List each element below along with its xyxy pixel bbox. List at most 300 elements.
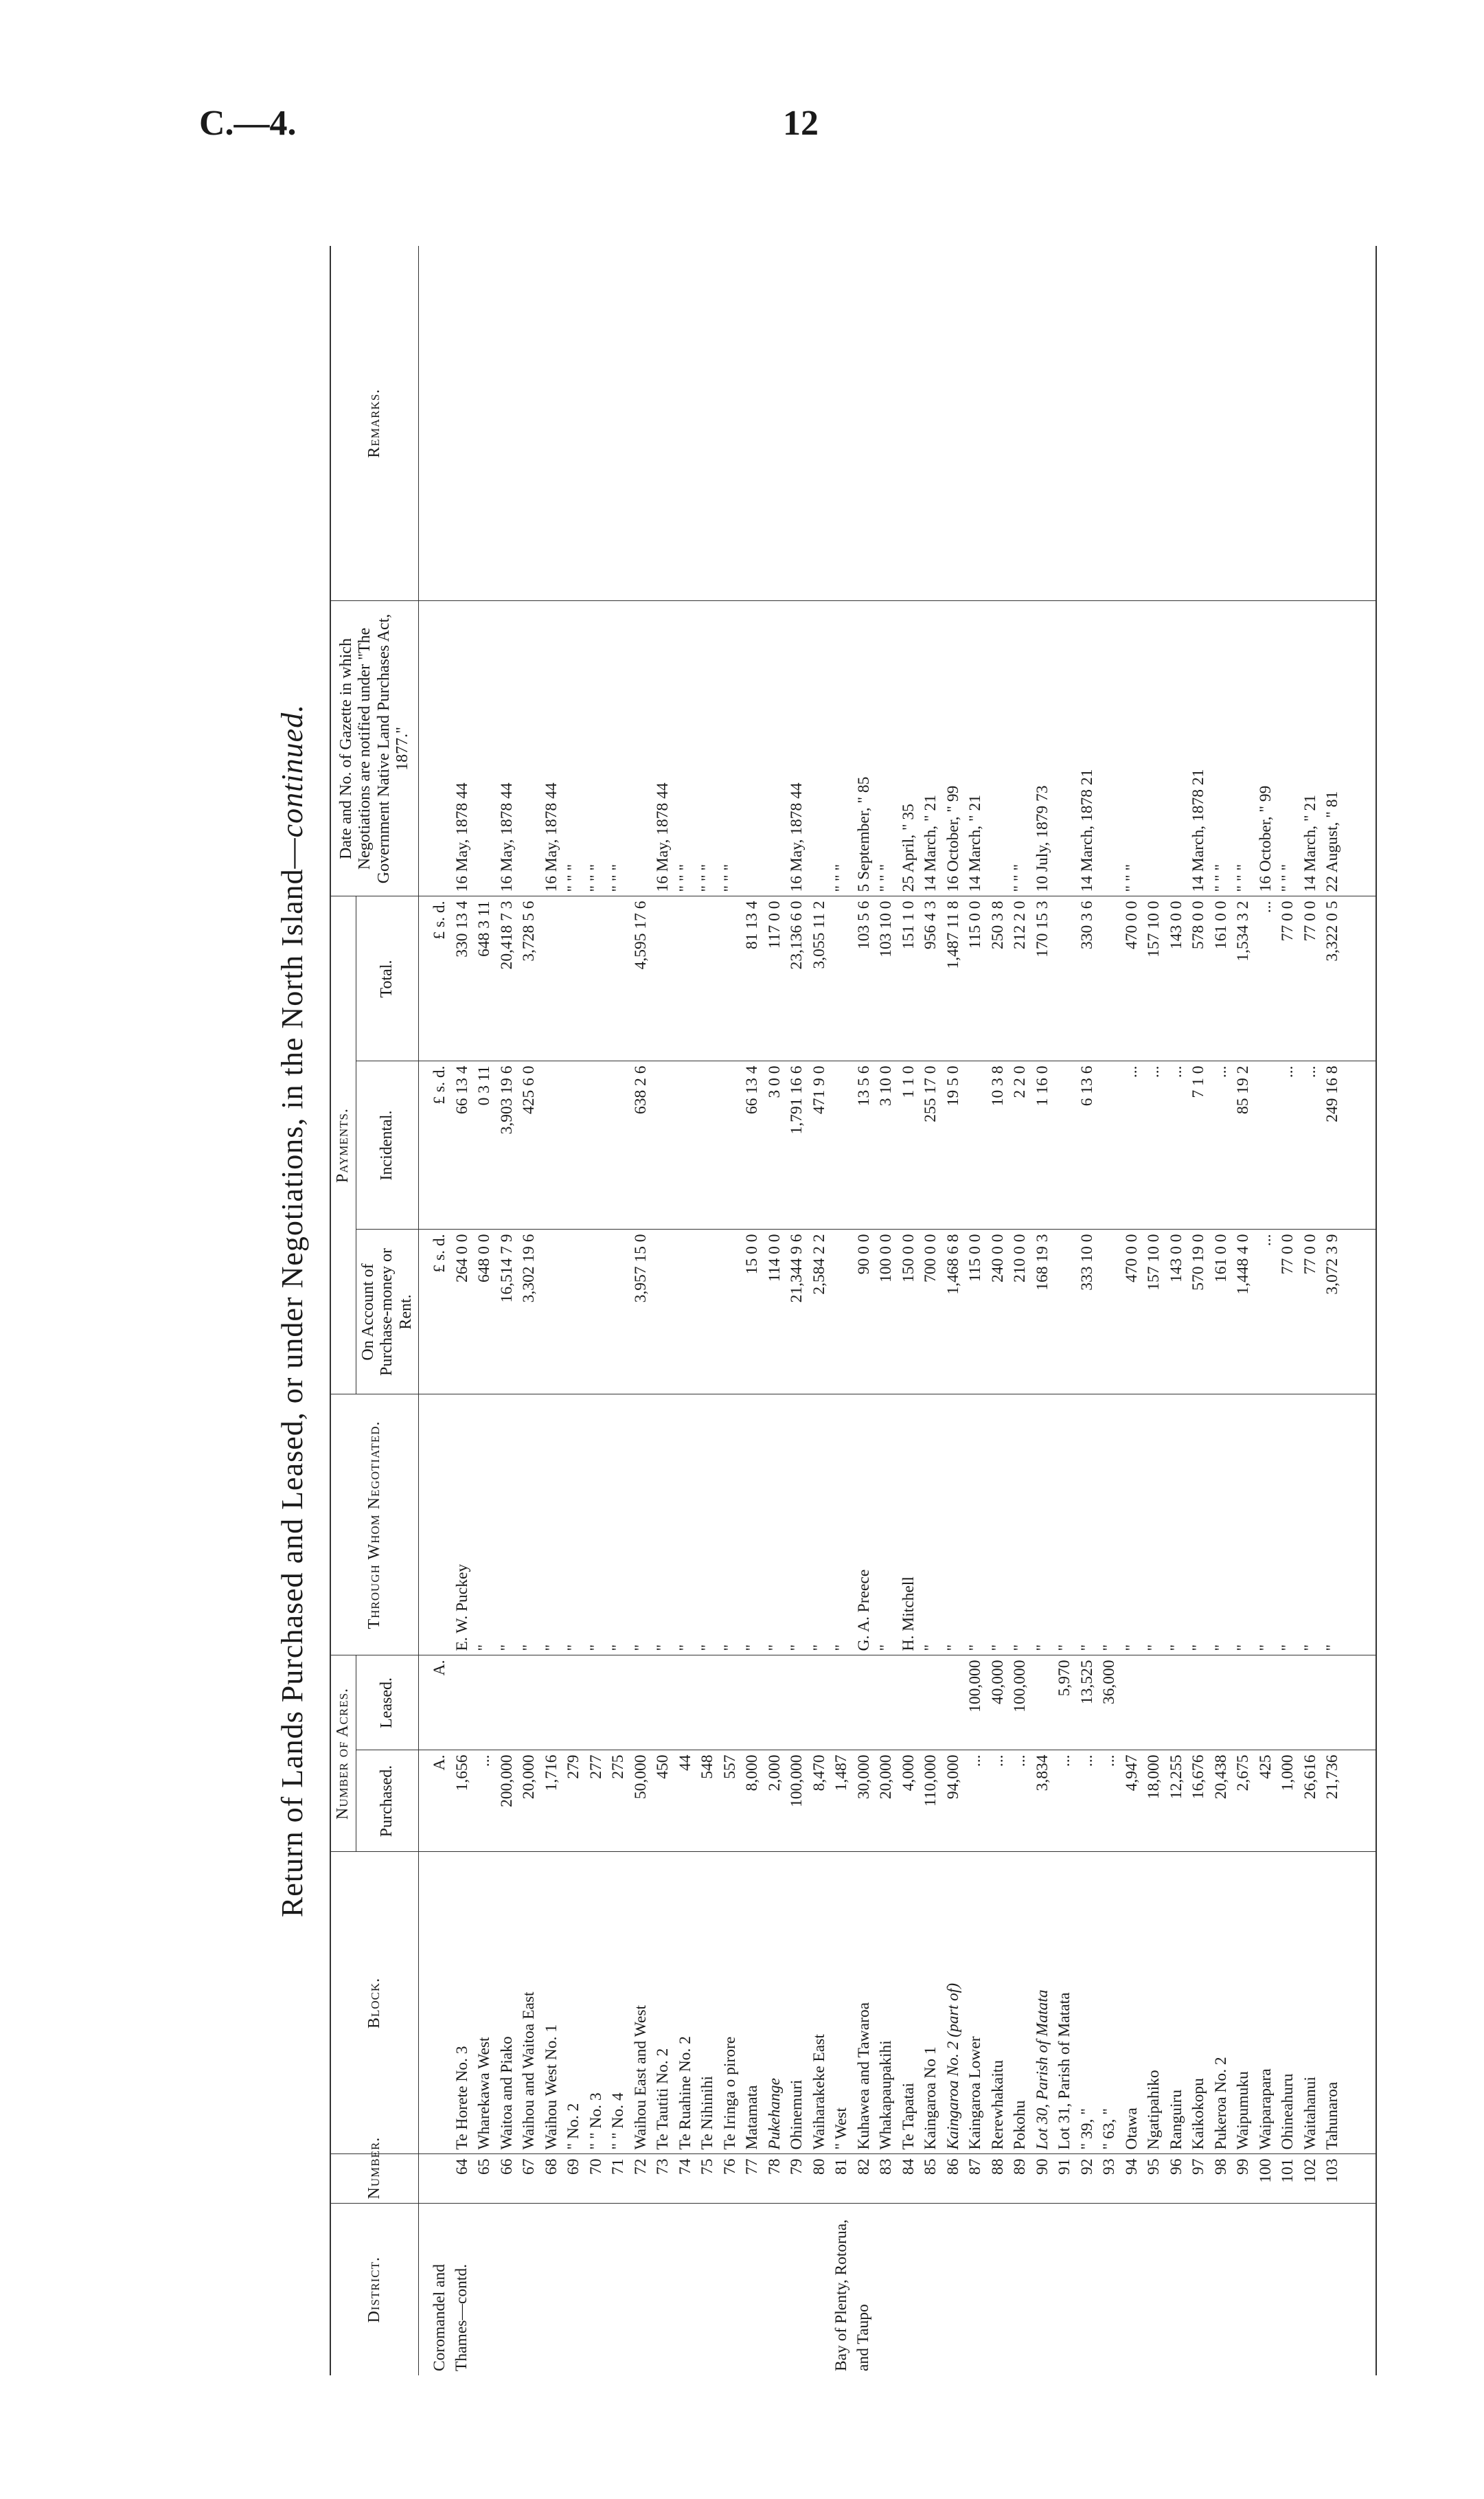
cell-number: 96 bbox=[1167, 2158, 1185, 2175]
cell-block: Waitahanui bbox=[1301, 2077, 1319, 2150]
cell-purchased: 1,487 bbox=[832, 1754, 851, 1791]
cell-purchased: ... bbox=[1055, 1754, 1074, 1767]
cell-leased bbox=[808, 1660, 831, 1745]
cell-gazette: " " " bbox=[1211, 863, 1230, 892]
cell-agent: " bbox=[922, 1644, 940, 1651]
cell-number: 80 bbox=[810, 2158, 828, 2175]
cell-total bbox=[607, 901, 630, 1056]
cell-number: 93 bbox=[1100, 2158, 1119, 2175]
header-incidental: Incidental. bbox=[356, 1061, 419, 1230]
cell-leased bbox=[1031, 1660, 1054, 1745]
cell-leased bbox=[540, 1660, 563, 1745]
cell-block: Waihou and Waitoa East bbox=[520, 1991, 538, 2150]
cell-gazette: 16 May, 1878 44 bbox=[788, 782, 806, 892]
cell-agent: " bbox=[564, 1644, 583, 1651]
cell-block: Waipumuku bbox=[1234, 2071, 1253, 2150]
cell-gazette: 22 August, " 81 bbox=[1323, 791, 1342, 892]
cell-number: 92 bbox=[1077, 2158, 1096, 2175]
remarks-column bbox=[419, 246, 1377, 601]
cell-agent: " bbox=[676, 1644, 694, 1651]
cell-agent: " bbox=[1323, 1644, 1342, 1651]
cell-agent: " bbox=[1145, 1644, 1163, 1651]
cell-account: 648 0 0 bbox=[475, 1234, 494, 1282]
cell-block: " " No. 4 bbox=[609, 2092, 628, 2150]
cell-block: Matamata bbox=[743, 2085, 762, 2150]
cell-agent: " bbox=[966, 1644, 985, 1651]
cell-total: 648 3 11 bbox=[475, 901, 494, 957]
cell-total bbox=[719, 901, 742, 1056]
cell-total bbox=[652, 901, 674, 1056]
cell-incidental bbox=[607, 1065, 630, 1225]
header-district: District. bbox=[330, 2204, 419, 2375]
cell-purchased: 3,834 bbox=[1033, 1754, 1051, 1791]
cell-number: 102 bbox=[1301, 2158, 1319, 2183]
cell-number: 90 bbox=[1033, 2158, 1051, 2175]
cell-account: 114 0 0 bbox=[765, 1234, 784, 1282]
cell-gazette: 10 July, 1879 73 bbox=[1033, 785, 1051, 892]
cell-account: ... bbox=[1256, 1234, 1275, 1247]
cell-leased: 40,000 bbox=[988, 1660, 1007, 1705]
header-gazette: Date and No. of Gazette in which Negotiations are notified under "The Government Native Land Purchases Act, 1877." bbox=[330, 601, 419, 896]
district-bay-of-plenty: Bay of Plenty, Rotorua, and Taupo bbox=[832, 2219, 873, 2371]
cell-purchased: ... bbox=[966, 1754, 985, 1767]
cell-agent: E. W. Puckey bbox=[453, 1563, 471, 1651]
cell-total: 103 5 6 bbox=[854, 901, 873, 949]
block-column bbox=[419, 1852, 1377, 2154]
cell-agent: " bbox=[654, 1644, 672, 1651]
cell-total: 170 15 3 bbox=[1033, 901, 1051, 958]
cell-gazette: " " " bbox=[1011, 863, 1029, 892]
cell-purchased: 200,000 bbox=[497, 1754, 516, 1807]
cell-incidental: ... bbox=[1145, 1065, 1163, 1078]
cell-leased bbox=[1232, 1660, 1255, 1745]
cell-gazette: " " " bbox=[609, 863, 628, 892]
cell-leased bbox=[920, 1660, 942, 1745]
cell-leased bbox=[898, 1660, 920, 1745]
cell-account: 77 0 0 bbox=[1301, 1234, 1319, 1275]
cell-number: 77 bbox=[743, 2158, 762, 2175]
cell-gazette: " " " bbox=[1279, 863, 1297, 892]
header-purchased: Purchased. bbox=[356, 1750, 419, 1852]
cell-purchased: 12,255 bbox=[1167, 1754, 1185, 1800]
cell-gazette bbox=[741, 605, 764, 892]
cell-account bbox=[540, 1234, 563, 1390]
page-reference: C.—4. bbox=[199, 104, 297, 143]
cell-number: 84 bbox=[899, 2158, 917, 2175]
cell-block: Lot 30, Parish of Matata bbox=[1033, 1989, 1051, 2150]
cell-agent: " bbox=[542, 1644, 560, 1651]
cell-gazette bbox=[987, 605, 1009, 892]
cell-total: 1,487 11 8 bbox=[944, 901, 962, 969]
cell-incidental: 2 2 0 bbox=[1011, 1065, 1029, 1098]
cell-purchased: 2,675 bbox=[1234, 1754, 1253, 1791]
cell-incidental bbox=[562, 1065, 585, 1225]
cell-number: 73 bbox=[654, 2158, 672, 2175]
land-return-table bbox=[330, 246, 1377, 2375]
cell-number: 86 bbox=[944, 2158, 962, 2175]
rotated-table-page bbox=[261, 246, 1422, 2375]
cell-leased: 100,000 bbox=[1011, 1660, 1029, 1712]
cell-gazette: 14 March, 1878 21 bbox=[1189, 769, 1208, 892]
cell-account bbox=[652, 1234, 674, 1390]
cell-leased bbox=[1121, 1660, 1143, 1745]
cell-number: 100 bbox=[1256, 2158, 1275, 2183]
page-number: 12 bbox=[783, 104, 819, 143]
cell-agent: " bbox=[1077, 1644, 1096, 1651]
cell-gazette: 14 March, 1878 21 bbox=[1077, 769, 1096, 892]
cell-block: Waiharakeke East bbox=[810, 2034, 828, 2150]
cell-account bbox=[562, 1234, 585, 1390]
cell-leased bbox=[696, 1660, 719, 1745]
cell-block: Whakapaupakihi bbox=[877, 2040, 895, 2150]
cell-incidental bbox=[1053, 1065, 1076, 1225]
cell-number: 76 bbox=[720, 2158, 739, 2175]
cell-account bbox=[696, 1234, 719, 1390]
cell-total: 115 0 0 bbox=[966, 901, 985, 949]
cell-account: 150 0 0 bbox=[899, 1234, 917, 1282]
cell-purchased: 20,438 bbox=[1211, 1754, 1230, 1800]
cell-block: Kaingaroa No. 2 (part of) bbox=[944, 1982, 962, 2150]
header-on-account: On Account of Purchase-money or Rent. bbox=[356, 1230, 419, 1394]
cell-block: Pukeroa No. 2 bbox=[1211, 2057, 1230, 2150]
cell-purchased: 548 bbox=[698, 1754, 717, 1779]
cell-agent: " bbox=[1301, 1644, 1319, 1651]
cell-total: 77 0 0 bbox=[1279, 901, 1297, 942]
cell-incidental: 66 13 4 bbox=[743, 1065, 762, 1114]
cell-block: Tahunaroa bbox=[1323, 2081, 1342, 2150]
cell-total bbox=[585, 901, 608, 1056]
district-column bbox=[419, 2204, 1377, 2375]
cell-total: 250 3 8 bbox=[988, 901, 1007, 949]
cell-account: 168 19 3 bbox=[1033, 1234, 1051, 1291]
cell-agent: " bbox=[1234, 1644, 1253, 1651]
cell-block: Pokohu bbox=[1011, 2100, 1029, 2150]
cell-purchased: 8,470 bbox=[810, 1754, 828, 1791]
cell-leased bbox=[496, 1660, 518, 1745]
cell-leased bbox=[518, 1660, 540, 1745]
cell-gazette: " " " bbox=[720, 863, 739, 892]
cell-number: 74 bbox=[676, 2158, 694, 2175]
cell-number: 66 bbox=[497, 2158, 516, 2175]
cell-incidental: 3 0 0 bbox=[765, 1065, 784, 1098]
cell-block: Waihou East and West bbox=[631, 2004, 650, 2150]
cell-account bbox=[674, 1234, 697, 1390]
cell-leased: 13,525 bbox=[1077, 1660, 1096, 1705]
cell-block: Te Ruahine No. 2 bbox=[676, 2036, 694, 2150]
cell-block: Wharekawa West bbox=[475, 2037, 494, 2150]
cell-gazette bbox=[1143, 605, 1165, 892]
cell-leased bbox=[674, 1660, 697, 1745]
cell-block: Rerewhakaitu bbox=[988, 2059, 1007, 2150]
agent-column bbox=[419, 1394, 1377, 1655]
cell-gazette bbox=[473, 605, 496, 892]
cell-account: 2,584 2 2 bbox=[810, 1234, 828, 1295]
cell-total bbox=[830, 901, 853, 1056]
cell-total: 330 3 6 bbox=[1077, 901, 1096, 949]
cell-leased bbox=[1255, 1660, 1277, 1745]
title-main: Return of Lands Purchased and Leased, or under Negotiations, in the North Island— bbox=[275, 837, 309, 1918]
cell-block: Te Iringa o pirore bbox=[720, 2036, 739, 2150]
cell-leased bbox=[875, 1660, 898, 1745]
unit-money-incidental: £ s. d. bbox=[431, 1065, 449, 1105]
cell-block: Te Tautiti No. 2 bbox=[654, 2048, 672, 2150]
cell-gazette: 16 May, 1878 44 bbox=[453, 782, 471, 892]
cell-block: Ranguiru bbox=[1167, 2090, 1185, 2150]
cell-number: 67 bbox=[520, 2158, 538, 2175]
cell-incidental: 66 13 4 bbox=[453, 1065, 471, 1114]
cell-total: 212 2 0 bbox=[1011, 901, 1029, 949]
cell-account bbox=[585, 1234, 608, 1390]
cell-number: 82 bbox=[854, 2158, 873, 2175]
cell-agent: " bbox=[1122, 1644, 1141, 1651]
cell-account: 161 0 0 bbox=[1211, 1234, 1230, 1282]
cell-agent: " bbox=[988, 1644, 1007, 1651]
cell-total: 3,055 11 2 bbox=[810, 901, 828, 969]
cell-gazette: " " " bbox=[877, 863, 895, 892]
cell-purchased: 279 bbox=[564, 1754, 583, 1779]
cell-leased bbox=[1299, 1660, 1322, 1745]
cell-purchased: 425 bbox=[1256, 1754, 1275, 1779]
cell-account: 3,957 15 0 bbox=[631, 1234, 650, 1303]
cell-leased bbox=[585, 1660, 608, 1745]
cell-number: 85 bbox=[922, 2158, 940, 2175]
cell-incidental: 471 9 0 bbox=[810, 1065, 828, 1114]
cell-gazette: 14 March, " 21 bbox=[922, 795, 940, 892]
cell-account bbox=[719, 1234, 742, 1390]
cell-incidental: 3,903 19 6 bbox=[497, 1065, 516, 1135]
cell-number: 94 bbox=[1122, 2158, 1141, 2175]
cell-agent: H. Mitchell bbox=[899, 1576, 917, 1651]
cell-gazette bbox=[630, 605, 652, 892]
cell-total: 151 1 0 bbox=[899, 901, 917, 949]
cell-incidental bbox=[585, 1065, 608, 1225]
cell-agent: " bbox=[765, 1644, 784, 1651]
cell-gazette bbox=[764, 605, 786, 892]
header-block: Block. bbox=[330, 1852, 419, 2154]
cell-block: " 63, " bbox=[1100, 2108, 1119, 2150]
cell-account: 700 0 0 bbox=[922, 1234, 940, 1282]
cell-agent: " bbox=[810, 1644, 828, 1651]
cell-agent: G. A. Preece bbox=[854, 1569, 873, 1651]
header-total: Total. bbox=[356, 896, 419, 1061]
cell-account: 15 0 0 bbox=[743, 1234, 762, 1275]
cell-leased bbox=[562, 1660, 585, 1745]
cell-gazette: 14 March, " 21 bbox=[1301, 795, 1319, 892]
header-number: Number. bbox=[330, 2154, 419, 2204]
cell-gazette: 16 October, " 99 bbox=[944, 785, 962, 892]
cell-account: 470 0 0 bbox=[1122, 1234, 1141, 1282]
cell-account: 333 10 0 bbox=[1077, 1234, 1096, 1291]
cell-number: 95 bbox=[1145, 2158, 1163, 2175]
cell-number: 70 bbox=[586, 2158, 605, 2175]
cell-incidental: 638 2 6 bbox=[631, 1065, 650, 1114]
total-column bbox=[419, 896, 1377, 1061]
cell-total: 103 10 0 bbox=[877, 901, 895, 958]
cell-gazette: " " " bbox=[698, 863, 717, 892]
incidental-column bbox=[419, 1061, 1377, 1230]
cell-account: 100 0 0 bbox=[877, 1234, 895, 1282]
cell-block: Kaingaroa No 1 bbox=[922, 2046, 940, 2150]
cell-leased bbox=[1187, 1660, 1210, 1745]
cell-block: Kaingaroa Lower bbox=[966, 2036, 985, 2150]
cell-gazette: 25 April, " 35 bbox=[899, 804, 917, 892]
unit-acres-purchased: A. bbox=[431, 1754, 449, 1771]
number-column bbox=[419, 2154, 1377, 2204]
cell-agent: " bbox=[497, 1644, 516, 1651]
cell-block: Te Nihinihi bbox=[698, 2076, 717, 2150]
cell-total: 20,418 7 3 bbox=[497, 901, 516, 970]
gazette-column bbox=[419, 601, 1377, 896]
cell-total: 4,595 17 6 bbox=[631, 901, 650, 970]
table-title bbox=[275, 246, 310, 2375]
cell-purchased: 8,000 bbox=[743, 1754, 762, 1791]
cell-account: 77 0 0 bbox=[1279, 1234, 1297, 1275]
cell-account bbox=[830, 1234, 853, 1390]
cell-purchased: 26,616 bbox=[1301, 1754, 1319, 1800]
cell-incidental: 249 16 8 bbox=[1323, 1065, 1342, 1122]
header-leased: Leased. bbox=[356, 1655, 419, 1750]
cell-incidental bbox=[540, 1065, 563, 1225]
cell-agent: " bbox=[1279, 1644, 1297, 1651]
cell-gazette bbox=[1053, 605, 1076, 892]
purchased-column bbox=[419, 1750, 1377, 1852]
cell-gazette: 16 May, 1878 44 bbox=[542, 782, 560, 892]
cell-block: Waiparapara bbox=[1256, 2068, 1275, 2150]
cell-account: 1,468 6 8 bbox=[944, 1234, 962, 1295]
cell-gazette: 16 October, " 99 bbox=[1256, 785, 1275, 892]
cell-incidental: 85 19 2 bbox=[1234, 1065, 1253, 1114]
cell-agent: " bbox=[944, 1644, 962, 1651]
cell-account: 21,344 9 6 bbox=[788, 1234, 806, 1303]
cell-gazette: 16 May, 1878 44 bbox=[497, 782, 516, 892]
cell-block: Te Tapatai bbox=[899, 2083, 917, 2150]
cell-purchased: 18,000 bbox=[1145, 1754, 1163, 1800]
cell-agent: " bbox=[743, 1644, 762, 1651]
cell-total: 3,728 5 6 bbox=[520, 901, 538, 962]
cell-number: 72 bbox=[631, 2158, 650, 2175]
cell-gazette: " " " bbox=[1234, 863, 1253, 892]
cell-incidental: ... bbox=[1301, 1065, 1319, 1078]
cell-purchased: ... bbox=[988, 1754, 1007, 1767]
cell-number: 83 bbox=[877, 2158, 895, 2175]
cell-incidental: 1 1 0 bbox=[899, 1065, 917, 1098]
cell-incidental: 1 16 0 bbox=[1033, 1065, 1051, 1107]
cell-incidental: 1,791 16 6 bbox=[788, 1065, 806, 1135]
cell-block: Kaikokopu bbox=[1189, 2078, 1208, 2150]
cell-block: Lot 31, Parish of Matata bbox=[1055, 1992, 1074, 2150]
cell-leased bbox=[630, 1660, 652, 1745]
cell-block: Ohineahuru bbox=[1279, 2073, 1297, 2150]
cell-number: 81 bbox=[832, 2158, 851, 2175]
cell-leased bbox=[853, 1660, 876, 1745]
cell-incidental: ... bbox=[1122, 1065, 1141, 1078]
cell-total bbox=[540, 901, 563, 1056]
cell-total: 77 0 0 bbox=[1301, 901, 1319, 942]
cell-gazette: 16 May, 1878 44 bbox=[654, 782, 672, 892]
cell-number: 88 bbox=[988, 2158, 1007, 2175]
unit-acres-leased: A. bbox=[431, 1660, 449, 1676]
cell-leased: 36,000 bbox=[1100, 1660, 1119, 1705]
cell-incidental bbox=[652, 1065, 674, 1225]
cell-gazette bbox=[1098, 605, 1121, 892]
cell-leased bbox=[719, 1660, 742, 1745]
cell-total: 470 0 0 bbox=[1122, 901, 1141, 949]
unit-money-total: £ s. d. bbox=[431, 901, 449, 940]
cell-account: 3,302 19 6 bbox=[520, 1234, 538, 1303]
cell-gazette: " " " bbox=[564, 863, 583, 892]
cell-purchased: 1,656 bbox=[453, 1754, 471, 1791]
cell-purchased: 30,000 bbox=[854, 1754, 873, 1800]
cell-total: 956 4 3 bbox=[922, 901, 940, 949]
cell-account: 1,448 4 0 bbox=[1234, 1234, 1253, 1295]
cell-agent: " bbox=[1189, 1644, 1208, 1651]
cell-number: 98 bbox=[1211, 2158, 1230, 2175]
cell-agent: " bbox=[1167, 1644, 1185, 1651]
cell-number: 79 bbox=[788, 2158, 806, 2175]
cell-account bbox=[1098, 1234, 1121, 1390]
header-remarks: Remarks. bbox=[330, 246, 419, 601]
cell-incidental bbox=[719, 1065, 742, 1225]
cell-account: 143 0 0 bbox=[1167, 1234, 1185, 1282]
cell-number: 69 bbox=[564, 2158, 583, 2175]
cell-total: 81 13 4 bbox=[743, 901, 762, 949]
cell-leased bbox=[652, 1660, 674, 1745]
cell-incidental bbox=[1098, 1065, 1121, 1225]
cell-leased bbox=[830, 1660, 853, 1745]
cell-incidental: 0 3 11 bbox=[475, 1065, 494, 1106]
cell-incidental bbox=[1255, 1065, 1277, 1225]
cell-purchased: 16,676 bbox=[1189, 1754, 1208, 1800]
cell-block: " West bbox=[832, 2107, 851, 2150]
cell-total: 157 10 0 bbox=[1145, 901, 1163, 958]
cell-agent: " bbox=[1211, 1644, 1230, 1651]
cell-account bbox=[1053, 1234, 1076, 1390]
cell-leased bbox=[1165, 1660, 1188, 1745]
cell-agent: " bbox=[520, 1644, 538, 1651]
cell-purchased: 2,000 bbox=[765, 1754, 784, 1791]
cell-account: 570 19 0 bbox=[1189, 1234, 1208, 1291]
cell-purchased: 44 bbox=[676, 1754, 694, 1771]
cell-number: 64 bbox=[453, 2158, 471, 2175]
cell-purchased: 20,000 bbox=[520, 1754, 538, 1800]
cell-agent: " bbox=[475, 1644, 494, 1651]
header-payments: Payments. bbox=[330, 896, 356, 1394]
cell-total bbox=[696, 901, 719, 1056]
header-acres: Number of Acres. bbox=[330, 1655, 356, 1852]
cell-incidental: ... bbox=[1167, 1065, 1185, 1078]
cell-gazette: " " " bbox=[1122, 863, 1141, 892]
cell-leased bbox=[473, 1660, 496, 1745]
cell-incidental bbox=[830, 1065, 853, 1225]
cell-agent: " bbox=[1011, 1644, 1029, 1651]
cell-incidental: 6 13 6 bbox=[1077, 1065, 1096, 1107]
cell-account: 90 0 0 bbox=[854, 1234, 873, 1275]
cell-account: 115 0 0 bbox=[966, 1234, 985, 1282]
cell-leased: 5,970 bbox=[1055, 1660, 1074, 1697]
cell-incidental: ... bbox=[1279, 1065, 1297, 1078]
cell-block: Waihou West No. 1 bbox=[542, 2024, 560, 2150]
cell-purchased: 110,000 bbox=[922, 1754, 940, 1807]
district-coromandel: Coromandel and Thames—contd. bbox=[431, 2264, 471, 2371]
cell-incidental bbox=[964, 1065, 987, 1225]
cell-incidental: 255 17 0 bbox=[922, 1065, 940, 1122]
cell-block: Kuhawea and Tawaroa bbox=[854, 2002, 873, 2150]
cell-leased: 100,000 bbox=[966, 1660, 985, 1712]
cell-gazette bbox=[1165, 605, 1188, 892]
cell-number: 89 bbox=[1011, 2158, 1029, 2175]
cell-leased bbox=[1143, 1660, 1165, 1745]
cell-total: ... bbox=[1256, 901, 1275, 914]
